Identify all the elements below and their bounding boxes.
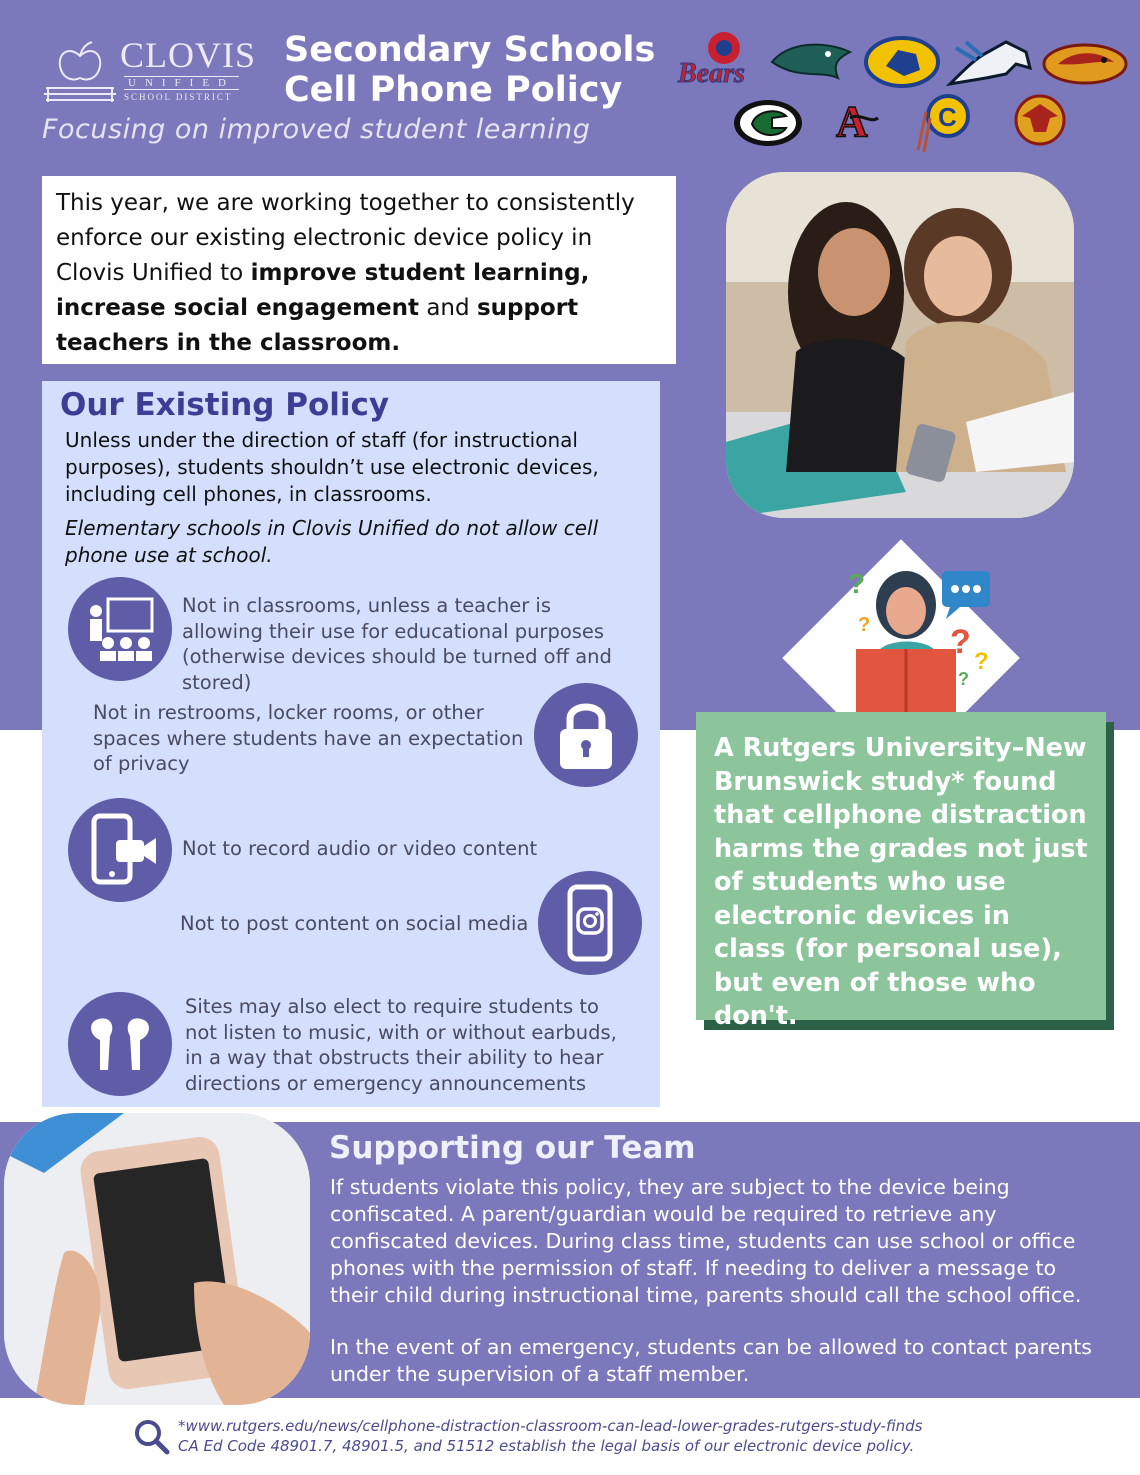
policy-item-earbuds: Sites may also elect to require students to not listen to music, with or without earbuds, in a way that obstructs their ability to hear directions or emergency announcements	[185, 995, 617, 1095]
thunderbirds-logo	[1012, 94, 1084, 144]
footer-source-link[interactable]: *www.rutgers.edu/news/cellphone-distraction-classroom-can-lead-lower-grades-rutgers-study-finds	[178, 1417, 923, 1435]
classroom-icon	[68, 577, 172, 681]
intro-box	[42, 176, 676, 364]
storm-logo	[768, 38, 840, 88]
intro-bold-1: improve student learning, increase social engagement	[56, 260, 590, 321]
student-reading-illustration	[842, 565, 1002, 725]
bears-logo	[676, 28, 748, 88]
clovis-logo	[40, 34, 265, 112]
lock-icon	[534, 683, 638, 787]
eagles-logo	[1042, 42, 1114, 92]
rutgers-study-callout: A Rutgers University–New Brunswick study* found that cellphone distraction harms the grades not just of students who use electronic devices in class (for personal use), but even of those who don't.	[696, 712, 1106, 1020]
title-line-1: Secondary Schools	[284, 30, 656, 70]
aztecs-logo	[830, 94, 902, 144]
intro-bold-2: support teachers in the classroom.	[56, 295, 579, 356]
cougars-logo	[864, 36, 936, 86]
svg-text:C: C	[938, 102, 957, 132]
policy-paragraph: Unless under the direction of staff (for instructional purposes), students shouldn’t use electronic devices, including cell phones, in classrooms.	[65, 428, 599, 506]
footer-legal: CA Ed Code 48901.7, 48901.5, and 51512 establish the legal basis of our electronic device policy.	[178, 1437, 915, 1455]
bears-logo-text: Bears	[678, 58, 745, 88]
svg-text:?: ?	[958, 669, 969, 689]
team-paragraph-2: In the event of an emergency, students can be allowed to contact parents under the supervision of a staff member.	[330, 1335, 1092, 1386]
intro-text-1: This year, we are working together to consistently enforce our existing electronic device policy in Clovis Unified to	[56, 190, 635, 286]
policy-item-social: Not to post content on social media	[180, 912, 529, 935]
policy-heading: Our Existing Policy	[60, 387, 390, 423]
svg-text:?: ?	[858, 614, 871, 636]
title-line-2: Cell Phone Policy	[284, 70, 623, 110]
cavaliers-logo	[912, 92, 984, 142]
svg-text:?: ?	[974, 648, 989, 675]
earbuds-icon	[68, 992, 172, 1096]
policy-item-restrooms: Not in restrooms, locker rooms, or other spaces where students have an expectation of privacy	[93, 701, 524, 775]
logo-unified: UNIFIED	[124, 76, 239, 90]
intro-text-2: and	[419, 295, 477, 321]
team-heading: Supporting our Team	[329, 1130, 696, 1166]
apple-books-icon	[40, 36, 120, 108]
footer-notes	[178, 1416, 923, 1456]
logo-district: SCHOOL DISTRICT	[124, 92, 233, 102]
logo-name: CLOVIS	[120, 35, 257, 75]
mustangs-logo	[946, 38, 1018, 88]
svg-text:?: ?	[950, 623, 971, 661]
tagline: Focusing on improved student learning	[42, 114, 591, 145]
svg-text:A: A	[836, 97, 868, 144]
policy-item-classrooms: Not in classrooms, unless a teacher is allowing their use for educational purposes (otherwise devices should be turned off and stored)	[182, 594, 612, 694]
policy-item-record: Not to record audio or video content	[182, 837, 538, 860]
video-phone-icon	[68, 798, 172, 902]
social-media-phone-icon	[538, 871, 642, 975]
search-icon	[133, 1418, 171, 1460]
page-title	[284, 30, 655, 110]
students-photo	[726, 172, 1074, 518]
phone-in-hands-photo	[4, 1113, 310, 1405]
elementary-note: Elementary schools in Clovis Unified do not allow cell phone use at school.	[65, 516, 599, 567]
svg-text:?: ?	[848, 568, 866, 599]
grizzlies-logo	[732, 98, 804, 148]
team-paragraph-1: If students violate this policy, they are subject to the device being confiscated. A parent/guardian would be required to retrieve any confiscated devices. During class time, students can use school or office phones with the permission of staff. If needing to deliver a message to their child during instructional time, parents should call the school office.	[330, 1175, 1082, 1307]
